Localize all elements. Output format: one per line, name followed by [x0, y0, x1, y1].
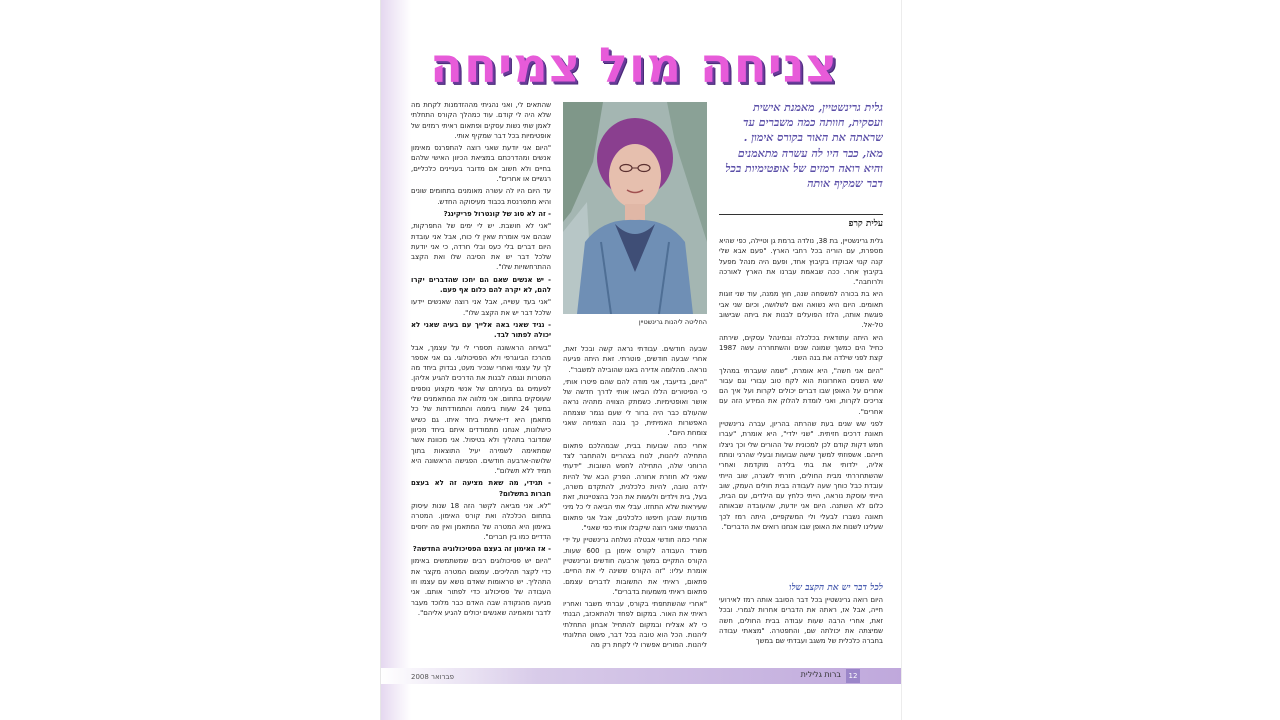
- article-paragraph: "בשיחה הראשונה תספרי לי על עצמך, אבל מהרכז הביוגרפי ולא הפסיכולוגי. גם אני אספר לך על עצמי ואחרי שנכיר מעט, נבדוק ביחד מה המטרות ונגמה לבנות את הדרכים להגיע אליהן. לפעמים גם בעזרתם של אנשי מקצוע נוספים שעוסקים בתחום. אני מלווה את המתאמנים שלי במשך 24 שעות ביממה והתמודדתות של כל מתאמן היא די-אישית ביחד איתו. גם כשיש כישלונות, אנחנו מתמודדים איתם ביחד מכיוון שמדובר בתהליך ולא בטיפול. אני מכוונת אשר שמתאימה לשמירה יעיל התוצאות בתוך שלושה-ארבעה חודשים. הפגישה הראשונה היא תמיד ללא תשלום".: [411, 343, 551, 476]
- article-paragraph: "אחרי שהשתתפתי בקורס, עברתי משבר ואחריו ראיתי את האור. במקום לפחד ולהתאכזב, הבנתי כי לא אצליח ובמקום להתחיל אבחון התחלתי ליהנות. הכל הוא טובה בכל דבר, פשוט התלונתי ליהנות. המורים אפשרו לי לקחת רק מה: [563, 600, 707, 650]
- lead-divider: [719, 214, 883, 215]
- interview-question: - תגידי, מה שאת מציעה זה לא בעצם חברות בתשלום?: [411, 479, 551, 498]
- photo-caption: החליטה ליהנות גרינשטיין: [638, 318, 707, 326]
- article-paragraph: שהתאים לי, ואני נהגיתי מההזדמנות לקחת מה שלא היה לי קודם. עוד כמהלך הקורס התחלתי לאמן שתי נשות עסקים ופתאום ראיתי רמזים של אופטימיות בכל דבר שמקיף אותי.: [411, 101, 551, 140]
- article-paragraph: "אני בעד עשייה, אבל אני רוצה שאנשים יידעו שלכל דבר יש את הקצב שלו".: [411, 298, 551, 317]
- article-paragraph: "היום, בדיעבד, אני מודה להם שהם פיטרו אותי, כי הפיטורים הללו הביאו אותי לדרך חדשה של אושר ואופטימיות. כשמתק הצוויה מתהיה נראה שהעולם כבר היה ברור לי שעם נגמר שצמחה האפשרות האמיתית, כך גובה הצמיחה שאני צומחת היום".: [563, 377, 707, 438]
- magazine-name: ברות גלילית: [800, 670, 841, 679]
- article-byline: עלית קרפ: [848, 219, 883, 229]
- section-subhead: לכל דבר יש את הקצב שלו: [789, 583, 883, 593]
- article-paragraph: היא היתה עתודאית בכלכלה ובמינהל עסקים, שירתה כחיל הים כמשך שמונה שנים והשתחררה עשה 1987 קצת לפני שילדה את בנה השני.: [719, 333, 883, 363]
- article-paragraph: גלית גרינשטיין, בת 38, נולדה ברמת גן וטיילה, כפי שהיא מספרת, עם הוריה בכל רחבי הארץ. "פעם אבא שלי קנה קנוי אבוקדו בקיבוץ אחד, ופעם היה מנהל מפעל בקיבוץ אחר. ככה שבאמת עברנו את הארץ לאורכה ולרוחבה".: [719, 237, 883, 287]
- article-title: צניחה מול צמיחה: [430, 38, 838, 94]
- page-edge-gradient: [381, 0, 411, 720]
- article-paragraph: אחרי כמה שבועות בבית, שבמהלכם פתאום התחילה ליהנות, לנוח בצהריים ולהתחבר לצד הרוחני שלה, התחילה לחפש השובות. "ידעתי שאני לא חוזרת אחורה. הפרק הבא של להיות ילדה טובה, להיות כלכלנית, להתקדם משרה, בעל, בית וילדים ולעשות את הכל בהצטיינות, זאת שעיראות שלא התחזו. עבלי אתי הביאה לי כל מיני מודעות שבהן חיפשו כלכלנים, אבל אני פתאום הרגשתי שאני רוצה שיקבלו אותי כפי שאני".: [563, 441, 707, 533]
- middle-column: [563, 344, 707, 664]
- article-paragraph: היום רואה גרינשטיין בכל דבר הסובב אותה רמז לאירועי חייה, אבל אז, ראתה את הדברים אחרות לגמרי. ובכל זאת, אחרי הרבה שעות עבודה בבית החולים, חשה שמיצתה את יכולתה שם, והתפטרה. "מצאתי עבודה בחברה כלכלית של משגב ועבדתי שם במשך: [719, 596, 883, 646]
- interview-question: - יש אנשים שאם הם יחכו שהדברים יקרו להם, לא יקרה להם כלום אף פעם.: [411, 275, 551, 295]
- left-column: [411, 100, 551, 665]
- portrait-photo: [563, 102, 707, 314]
- interview-question: - נגיד שאני באה אלייך עם בעיה שאני לא יכולה לפתור לבד.: [411, 320, 551, 340]
- right-column: [719, 236, 883, 576]
- interview-question: - זה לא סוג של קונטרול פריקינג?: [443, 209, 551, 218]
- article-paragraph: "היום אני חשה", היא אומרת, "שמה שעברתי במהלך שש השנים האחרונות הוא לקח טוב עבורי וגם עבור אחרים על האופן שבו דברים יכולים לקרות ועל איך הם צריכים לקרות, ואני לומדת להלוק את המידע הזה עם אחרים".: [719, 366, 883, 416]
- article-paragraph: שבעה חודשים. עבודתי נראה קשה ובכל זאת, אחרי שבעה חודשים, פוטרתי. זאת היתה פגיעה נוראה. מהלומה אדירה באגו שהובילה למשבר".: [563, 345, 707, 374]
- article-paragraph: "היום יש פסיכולוגים רבים שמשתמשים באימון כדי לקצר תהליכים. עמצום המטרה מקצר את התהליך. יש טראומות שאדם נושא עם עצמו וזו העבודה של פסיכולוג כדי לפתור אותם. אני מגיעה מהנקודה שבה האדם כבר מלוכד מעבר לדבר ומאמינה שאנשים יכולים להגיע אליהם".: [411, 557, 551, 617]
- issue-date: פברואר 2008: [411, 673, 454, 681]
- interview-question: - אז האימון זה בעצם הפסיכולוגיה החדשה?: [412, 545, 551, 554]
- article-paragraph: אחרי כמה חודשי אבטלה נשלחה גרינשטיין על ידי משרד העבודה לקורס אימון בן 600 שעות. הקורס התקיים במשך ארבעה חודשים וגרינשטיין אומרת עליו: "זה הקורס ששינה לי את החיים. פתאום, ראיתי את התשובות לדברים עצמם. פתאום ראיתי משמעות בדברים".: [563, 536, 707, 596]
- magazine-page: [380, 0, 902, 720]
- article-paragraph: "לא. אני מביאה לקשר הזה 18 שנות עיסוק בתחום הכלכלה ואת קורס האימון. המטרה באימון היא המטרה של המתאמן ואין פה יחסים הדדיים כמו בין חברים".: [411, 501, 551, 541]
- right-column-continued: [719, 595, 883, 665]
- article-lead: גלית גרינשטיין, מאמנת אישית ועסקית, חוותה כמה משברים עד שראתה את האור בקורס אימון . מאז, כבר היו לה עשרה מתאמנים והיא רואה רמזים של אופטימיות בכל דבר שמקיף אותה: [725, 101, 883, 191]
- article-paragraph: היא בת בכורה למשפחה שנה, חוץ ממנה, עוד שני זוגות תאומים. היום היא נשואה ואם לשלושה, וכיום שני אבי פוגשת אותה, הלוז הפועלים לבנות את ביתה שבישוב טל-אל.: [719, 290, 883, 330]
- article-paragraph: עד היום היו לה עשרה מאומנים בתחומים שונים והיא מתפרנסת בכבוד מעיסוקה החדש.: [411, 187, 551, 206]
- page-number: 12: [846, 669, 860, 683]
- article-paragraph: "היום אני יודעת שאני רוצה להתפרנס מאימון אנשים ומהדרכתם במציאת הכיוון האישי שלהם בחיים ולא חשוב אם מדובר בעניינים כלכליים, רגשיים או אחרים".: [411, 144, 551, 184]
- article-paragraph: "אני לא חושבת. יש לי ימים של התפרקות, שבהם אני אומרת שאין לי כוח, אבל אני עובדת היום דברים בלי כעס ובלי חרדה, כי אני יודעת שלכל דבר יש את הסיבה שלו ואת הקצב ההתרחשויות שלו".: [411, 222, 551, 272]
- article-paragraph: לפני שש שנים בעת שהרתה בהריון, עברה גרינשטיין תאונת דרכים חזיתית. "שני ילדי", היא אומרת, "עברו חמש דקות קודם לכן למכונית של ההורים שלי וכך ניצלו חייהם. אשפוזתי למשך שישה שבועות ובעלי שהרגי ונותח אליה, ילדותי את בתי בלידה מוקדמת ואחרי שהשתחררתי מבית החולים, חזרתי לשגרה, שוב הייתי עובדת כבל כוחך שעה לעבודה בבית חולים העמק, שוב הייתי עוסקת נוראה, הייתי כלחץ עם הילדים, עם הבית, כלום לא השתנה. היום אני יודעת, שהעובדה שבאותה תאונה נשברו לבעלי ולי המשקפיים, היתה רמז לכך שעלינו לשנות את האופן שבו אנחנו רואים את הדברים".: [719, 420, 883, 532]
